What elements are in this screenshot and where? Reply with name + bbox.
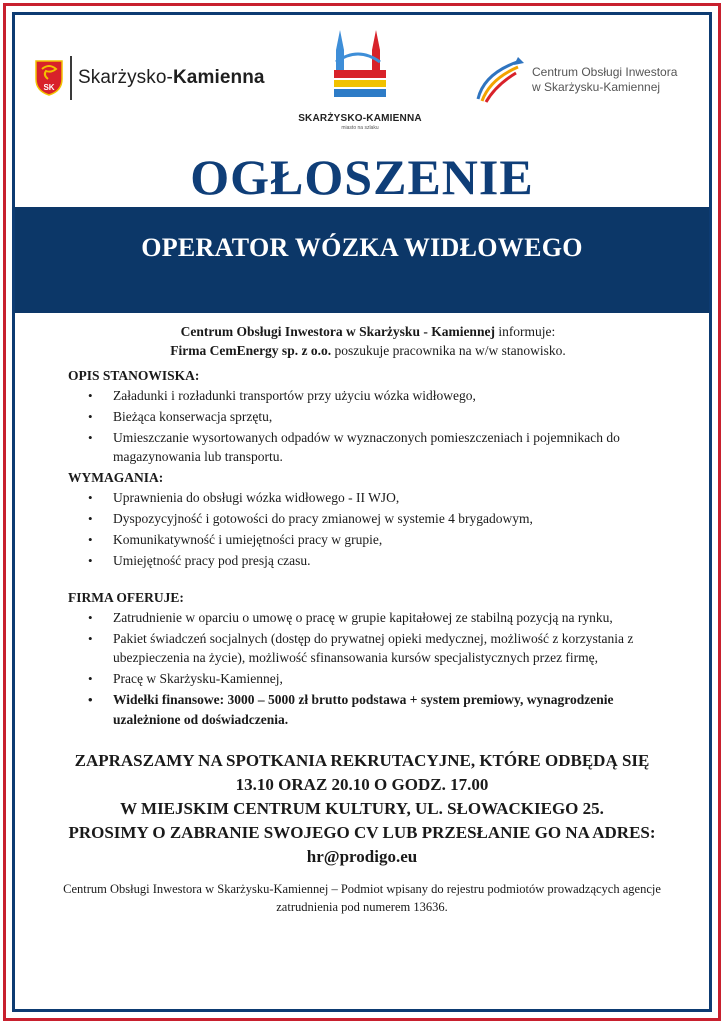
list-item: • Umieszczanie wysortowanych odpadów w wyznaczonych pomieszczeniach i pojemnikach do magazynowania lub transportu. — [88, 428, 668, 466]
brand-name-regular: Skarżysko- — [78, 67, 173, 88]
list-item: • Pakiet świadczeń socjalnych (dostęp do prywatnej opieki medycznej, możliwość z korzystania z ubezpieczenia na życie), możliwość sfinansowania kursów specjalistycznych przez firmę, — [88, 629, 668, 667]
investor-center-line2: w Skarżysku-Kamiennej — [532, 80, 661, 94]
list-item: • Umiejętność pracy pod presją czasu. — [88, 551, 668, 570]
skarzysko-kamienna-logo — [34, 55, 265, 101]
list-item: • Zatrudnienie w oparciu o umowę o pracę w grupie kapitałowej ze stabilną pozycją na rynku, — [88, 608, 668, 627]
intro-company: Firma CemEnergy sp. z o.o. — [170, 343, 332, 359]
intro-org: Centrum Obsługi Inwestora w Skarżysku - Kamiennej — [180, 324, 495, 339]
salary-range-item: • Widełki finansowe: 3000 – 5000 zł brutto podstawa + system premiowy, wynagrodzenie uzależnione od doświadczenia. — [88, 690, 668, 728]
investor-center-logo — [474, 55, 677, 105]
list-item: • Uprawnienia do obsługi wózka widłowego - II WJO, — [88, 488, 668, 507]
invite-line1: ZAPRASZAMY NA SPOTKANIA REKRUTACYJNE, KTÓRE ODBĘDĄ SIĘ — [74, 751, 650, 770]
intro-seeks: poszukuje pracownika na w/w stanowisko. — [331, 343, 566, 359]
city-emblem-logo — [292, 26, 428, 131]
announcement-body — [68, 322, 668, 731]
investor-center-line1: Centrum Obsługi Inwestora — [532, 65, 678, 79]
invite-dates: 13.10 ORAZ 20.10 O GODZ. 17.00 — [235, 775, 489, 794]
list-item: • Dyspozycyjność i gotowości do pracy zmianowej w systemie 4 brygadowym, — [88, 509, 668, 528]
section-title-description: OPIS STANOWISKA: — [68, 368, 200, 384]
arrow-swoosh-icon — [474, 55, 526, 105]
registry-footnote: Centrum Obsługi Inwestora w Skarżysku-Kamiennej – Podmiot wpisany do rejestru podmiotów prowadzących agencje zatrudnienia pod numerem 13636. — [63, 882, 661, 914]
job-title: OPERATOR WÓZKA WIDŁOWEGO — [141, 233, 583, 262]
city-name: SKARŻYSKO-KAMIENNA — [298, 113, 422, 124]
intro-informs: informuje: — [494, 324, 556, 339]
city-crest-icon — [34, 59, 64, 97]
list-item: • Pracę w Skarżysku-Kamiennej, — [88, 669, 668, 688]
list-item: • Komunikatywność i umiejętności pracy w grupie, — [88, 530, 668, 549]
section-title-offer: FIRMA OFERUJE: — [68, 590, 184, 606]
list-item: • Załadunki i rozładunki transportów przy użyciu wózka widłowego, — [88, 386, 668, 405]
intro — [68, 322, 668, 360]
investor-center-name — [532, 65, 677, 95]
crest-letters: SK — [43, 83, 55, 92]
city-slogan: miasto na szlaku — [341, 125, 379, 131]
brand-name — [78, 67, 265, 89]
offer-list — [88, 608, 668, 729]
recruitment-invitation — [40, 749, 684, 869]
requirements-list — [88, 488, 668, 571]
church-towers-icon — [292, 26, 428, 106]
invite-cv-request: PROSIMY O ZABRANIE SWOJEGO CV LUB PRZESŁANIE GO NA ADRES: — [68, 823, 656, 842]
section-title-requirements: WYMAGANIA: — [68, 470, 164, 486]
list-item: • Bieżąca konserwacja sprzętu, — [88, 407, 668, 426]
invite-location: W MIEJSKIM CENTRUM KULTURY, UL. SŁOWACKIEGO 25. — [120, 799, 604, 818]
description-list — [88, 386, 668, 467]
contact-email: hr@prodigo.eu — [306, 847, 418, 866]
job-title-banner — [15, 207, 709, 313]
announcement-headline: OGŁOSZENIE — [190, 149, 534, 205]
logo-divider — [70, 56, 72, 100]
brand-name-bold: Kamienna — [172, 67, 265, 88]
